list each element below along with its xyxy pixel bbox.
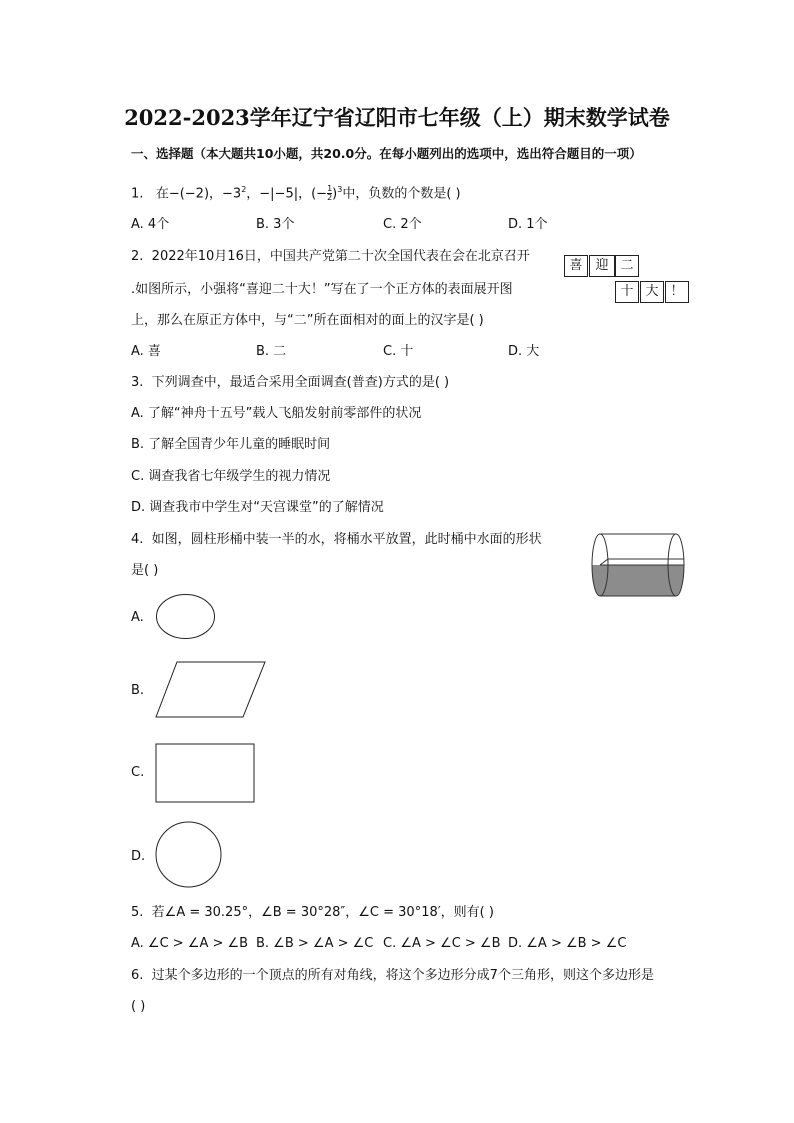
option-d: D. [131,849,146,864]
option-d: D. 大 [508,344,540,359]
rectangle-shape [155,743,256,803]
option-c: C. 调查我省七年级学生的视力情况 [131,469,331,484]
cylinder-figure [592,532,692,602]
question-2-line-2: .如图所示，小强将“喜迎二十大！”写在了一个正方体的表面展开图 [131,282,513,297]
question-2-stem: 2022年10月16日，中国共产党第二十次全国代表在会在北京召开 [151,249,530,264]
question-3-stem: 下列调查中，最适合采用全面调查(普查)方式的是( ) [151,375,450,390]
parallelogram-shape [155,661,267,719]
option-c: C. [131,765,145,780]
question-number: 5. [131,905,144,920]
net-cell: ！ [665,281,689,303]
question-4-stem: 如图，圆柱形桶中装一半的水，将桶水平放置，此时桶中水面的形状 [151,532,542,547]
question-1-stem-d: 中，负数的个数是( ) [342,186,461,202]
option-b: B. 二 [256,344,287,359]
exponent: 3 [337,185,343,194]
option-b: B. ∠B > ∠A > ∠C [256,936,374,951]
option-b: B. [131,683,145,698]
section-heading: 一、选择题（本大题共10小题，共20.0分。在每小题列出的选项中，选出符合题目的一项） [131,146,642,161]
ellipse-shape [156,594,216,640]
question-2-line-3: 上，那么在原正方体中，与“二”所在面相对的面上的汉字是( ) [131,313,484,328]
net-cell: 二 [615,255,639,277]
fraction: $\frac{1}{2}$ [327,184,333,203]
option-a: A. 喜 [131,344,161,359]
option-a: A. 了解“神舟十五号”载人飞船发射前零部件的状况 [131,406,422,421]
question-number: 1. [131,186,144,202]
net-cell: 十 [615,281,639,303]
question-number: 2. [131,249,144,264]
question-6-stem: 过某个多边形的一个顶点的所有对角线，将这个多边形分成7个三角形，则这个多边形是 [151,968,654,983]
question-number: 4. [131,532,144,547]
option-b: B. 了解全国青少年儿童的睡眠时间 [131,437,331,452]
option-d: D. 1个 [508,217,548,232]
page-title: 2022-2023学年辽宁省辽阳市七年级（上）期末数学试卷 [124,105,670,130]
question-3 [131,375,449,391]
net-cell: 大 [640,281,664,303]
question-2-line-1 [131,249,530,265]
option-a: A. ∠C > ∠A > ∠B [131,936,249,951]
option-a: A. [131,610,144,625]
question-number: 6. [131,968,144,983]
question-1 [131,182,461,202]
circle-shape [155,821,223,889]
option-b: B. 3个 [256,217,295,232]
question-6-line-1 [131,968,654,984]
question-6-line-2: ( ) [131,999,146,1014]
question-5-stem: 若∠A = 30.25°，∠B = 30°28″，∠C = 30°18′，则有( ) [151,905,494,920]
option-d: D. ∠A > ∠B > ∠C [508,936,627,951]
option-c: C. 十 [383,344,414,359]
option-c: C. ∠A > ∠C > ∠B [383,936,501,951]
option-d: D. 调查我市中学生对“天宫课堂”的了解情况 [131,500,384,515]
question-1-stem-b: ，−|−5|，(− [246,186,328,202]
question-1-stem-c: ) [332,186,338,202]
question-4-line-2: 是( ) [131,563,159,578]
question-4-line-1 [131,532,542,548]
question-number: 3. [131,375,144,390]
exponent: 2 [241,185,247,194]
net-cell: 喜 [564,255,588,277]
question-5 [131,905,494,921]
question-1-stem-a: 在−(−2)，−3 [155,186,242,202]
option-c: C. 2个 [383,217,422,232]
net-cell: 迎 [589,255,615,277]
option-a: A. 4个 [131,217,170,232]
